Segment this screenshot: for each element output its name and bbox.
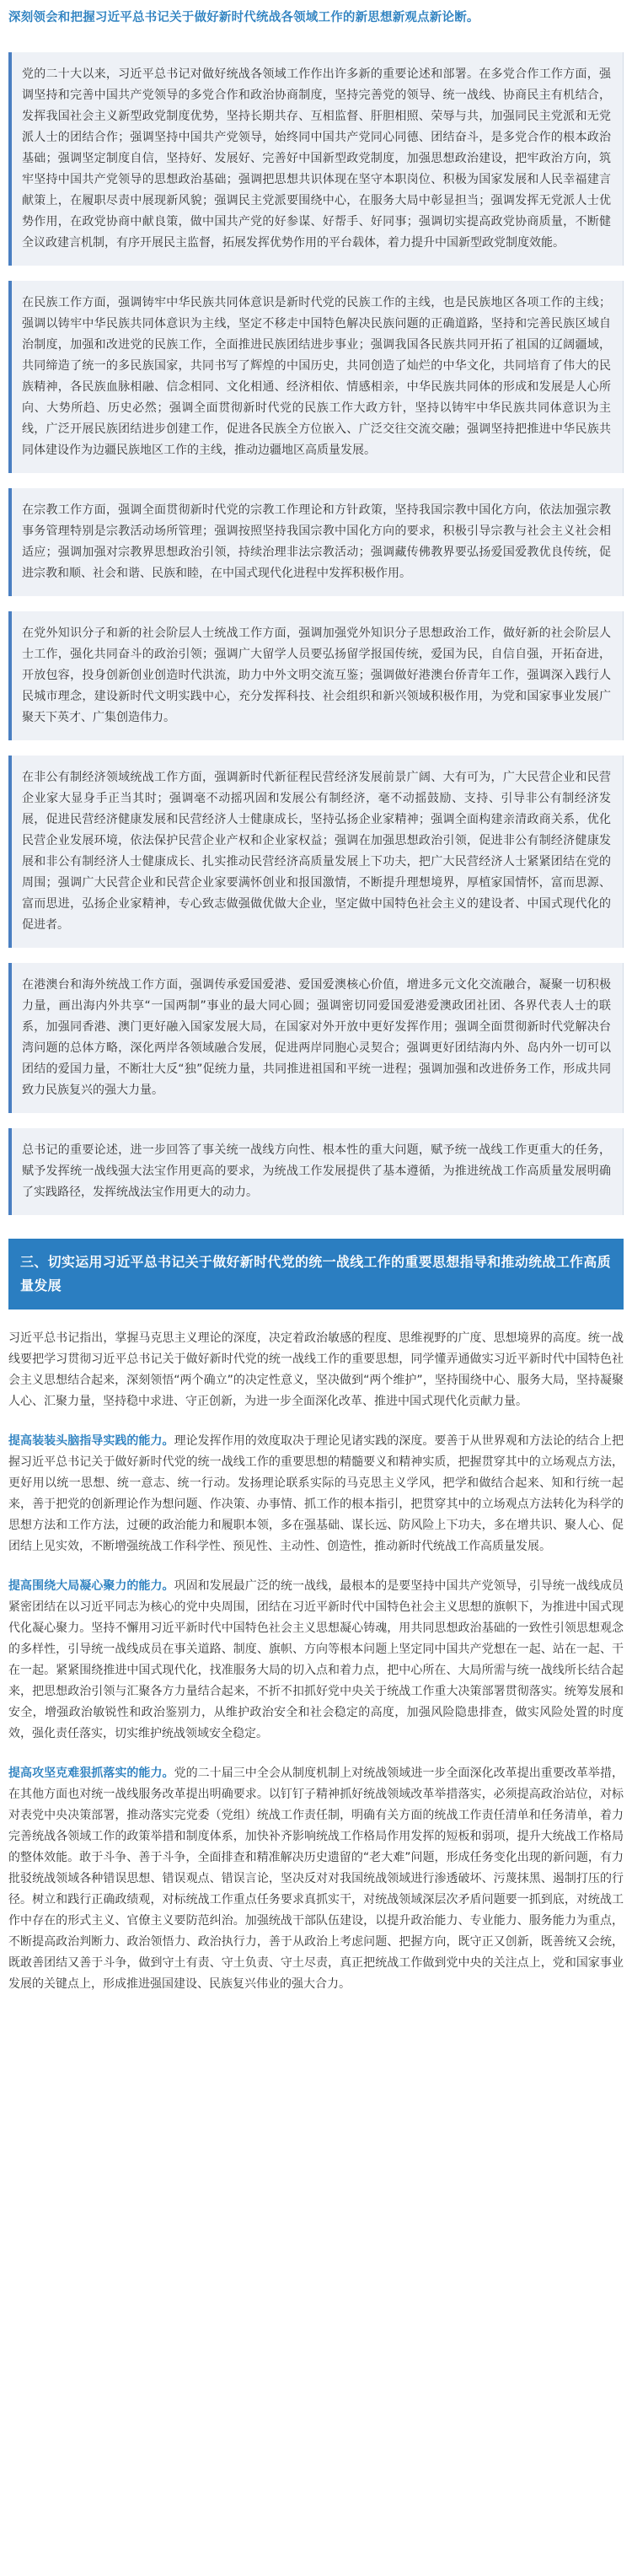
- point-heading: 提高围绕大局凝心聚力的能力。: [8, 1579, 174, 1593]
- intro-paragraph: [8, 1328, 624, 1412]
- intro-text: 习近平总书记指出，掌握马克思主义理论的深度，决定着政治敏感的程度、思维视野的广度、思想境界的高度。统一战线要把学习贯彻习近平总书记关于做好新时代党的统一战线工作的重要思想，同学懂弄通做实习近平新时代中国特色社会主义思想结合起来，深刻领悟“两个确立”的决定性意义，坚决做到“两个维护”，坚持围绕中心、服务大局，坚持凝聚人心、汇聚力量，坚持稳中求进、守正创新，为进一步全面深化改革、推进中国式现代化贡献力量。: [8, 1331, 624, 1408]
- point-body: 理论发挥作用的效度取决于理论见诸实践的深度。要善于从世界观和方法论的结合上把握习近平总书记关于做好新时代党的统一战线工作的重要思想的精髓要义和精神实质，把握贯穿其中的立场观点方法，更好用以统一思想、统一意志、统一行动。发扬理论联系实际的马克思主义学风，把学和做结合起来、知和行统一起来，善于把党的创新理论作为想问题、作决策、办事情、抓工作的根本指引，把贯穿其中的立场观点方法转化为科学的思想方法和工作方法，过硬的政治能力和履职本领，多在强基础、谋长远、防风险上下功夫，多在增共识、聚人心、促团结上见实效，不断增强统战工作科学性、预见性、主动性、创造性，推动新时代统战工作高质量发展。: [8, 1434, 624, 1553]
- section-private-economy: [8, 756, 624, 948]
- section-text: 总书记的重要论述，进一步回答了事关统一战线方向性、根本性的重大问题，赋予统一战线工作更重大的任务，赋予发挥统一战线强大法宝作用更高的要求，为统战工作发展提供了基本遵循，为推进统战工作高质量发展明确了实践路径，发挥统战法宝作用更大的动力。: [22, 1143, 611, 1199]
- lead-paragraph: 深刻领会和把握习近平总书记关于做好新时代统战各领域工作的新思想新观点新论断。: [8, 11, 479, 24]
- point-body: 党的二十届三中全会从制度机制上对统战领域进一步全面深化改革提出重要改革举措，在其他方面也对统一战线服务改革提出明确要求。以钉钉子精神抓好统战领域改革举措落实，必须提高政治站位，对标对表党中央决策部署，推动落实完党委（党组）统战工作责任制，明确有关方面的统战工作责任清单和任务清单，着力完善统战各领域工作的政策举措和制度体系，加快补齐影响统战工作格局作用发挥的短板和弱项，提升大统战工作格局的整体效能。敢于斗争、善于斗争，全面排查和精准解决历史遗留的“老大难”问题，形成任务变化出现的新问题，有力批驳统战领域各种错误思想、错误观点、错误言论，坚决反对对我国统战领域进行渗透破坏、污蔑抹黑、遏制打压的行径。树立和践行正确政绩观，对标统战工作重点任务要求真抓实干，对统战领域深层次矛盾问题要一抓到底，对统战工作中存在的形式主义、官僚主义要防范纠治。加强统战干部队伍建设，以提升政治能力、专业能力、服务能力为重点，不断提高政治判断力、政治领悟力、政治执行力，善于从政治上考虑问题、把握方向，既守正又创新，既善统又会统，既敢善团结又善于斗争，做到守土有责、守土负责、守土尽责，真正把统战工作做到党中央的关注点上，党和国家事业发展的关键点上，形成推进强国建设、民族复兴伟业的强大合力。: [8, 1767, 624, 1991]
- point-heading: 提高攻坚克难狠抓落实的能力。: [8, 1767, 174, 1780]
- section-text: 在党外知识分子和新的社会阶层人士统战工作方面，强调加强党外知识分子思想政治工作，做好新的社会阶层人士工作，强化共同奋斗的政治引领；强调广大留学人员要弘扬留学报国传统，爱国为民，自信自强，开拓奋进，开放包容，投身创新创业创造时代洪流，助力中外文明交流互鉴；强调做好港澳台侨青年工作，强调深入践行人民城市理念，建设新时代文明实践中心，充分发挥科技、社会组织和新兴领域积极作用，为党和国家事业发展广聚天下英才、广集创造伟力。: [22, 627, 611, 724]
- section-text: 党的二十大以来，习近平总书记对做好统战各领域工作作出许多新的重要论述和部署。在多党合作工作方面，强调坚持和完善中国共产党领导的多党合作和政治协商制度，坚持完善党的领导、统一战线、协商民主有机结合，发挥我国社会主义新型政党制度优势，坚持长期共存、互相监督、肝胆相照、荣辱与共，加强同民主党派和无党派人士的团结合作；强调坚持中国共产党领导，始终同中国共产党同心同德、团结奋斗，是多党合作的根本政治基础；强调坚定制度自信，坚持好、发展好、完善好中国新型政党制度，加强思想政治建设，把牢政治方向，筑牢坚持中国共产党领导的思想政治基础；强调把思想共识体现在坚守本职岗位、积极为国家发展和人民幸福建言献策上，在履职尽责中展现新风貌；强调民主党派要围绕中心，在服务大局中彰显担当；强调发挥无党派人士优势作用，在政党协商中献良策，做中国共产党的好参谋、好帮手、好同事；强调切实提高政党协商质量，不断健全议政建言机制，有序开展民主监督，拓展发挥优势作用的平台载体，着力提升中国新型政党制度效能。: [22, 67, 611, 250]
- section-text: 在民族工作方面，强调铸牢中华民族共同体意识是新时代党的民族工作的主线，也是民族地区各项工作的主线；强调以铸牢中华民族共同体意识为主线，坚定不移走中国特色解决民族问题的正确道路，坚持和完善民族区域自治制度，加强和改进党的民族工作，全面推进民族团结进步事业；强调我国各民族共同开拓了祖国的辽阔疆域，共同缔造了统一的多民族国家，共同书写了辉煌的中国历史，共同创造了灿烂的中华文化，共同培育了伟大的民族精神，各民族血脉相融、信念相同、文化相通、经济相依、情感相亲，中华民族共同体的形成和发展是人心所向、大势所趋、历史必然；强调全面贯彻新时代党的民族工作大政方针，坚持以铸牢中华民族共同体意识为主线，广泛开展民族团结进步创建工作，促进各民族全方位嵌入、广泛交往交流交融；强调坚持把推进中华民族共同体建设作为边疆民族地区工作的主线，推动边疆地区高质量发展。: [22, 296, 611, 457]
- point-implementation: [8, 1763, 624, 1995]
- point-heading: 提高装装头脑指导实践的能力。: [8, 1434, 174, 1448]
- section-text: 在非公有制经济领域统战工作方面，强调新时代新征程民营经济发展前景广阔、大有可为，广大民营企业和民营企业家大显身手正当其时；强调毫不动摇巩固和发展公有制经济，毫不动摇鼓励、支持、引导非公有制经济发展，促进民营经济健康发展和民营经济人士健康成长，坚持弘扬企业家精神；强调全面构建亲清政商关系，优化民营企业发展环境，依法保护民营企业产权和企业家权益；强调在加强思想政治引领，促进非公有制经济健康发展和非公有制经济人士健康成长、扎实推动民营经济高质量发展上下功夫，把广大民营经济人士紧紧团结在党的周围；强调广大民营企业和民营企业家要满怀创业和报国激情，不断提升理想境界，厚植家国情怀，富而思源、富而思进，弘扬企业家精神，专心致志做强做优做大企业，坚定做中国特色社会主义的建设者、中国式现代化的促进者。: [22, 771, 611, 932]
- point-theory-practice: [8, 1431, 624, 1557]
- section-multiparty: [8, 52, 624, 266]
- section-hk-macao-taiwan: [8, 963, 624, 1113]
- section-ethnic: [8, 281, 624, 473]
- point-unite-strength: [8, 1576, 624, 1745]
- section-summary: [8, 1128, 624, 1215]
- point-body: 巩固和发展最广泛的统一战线，最根本的是要坚持中国共产党领导，引导统一战线成员紧密团结在以习近平同志为核心的党中央周围，团结在习近平新时代中国特色社会主义思想的旗帜下，为推进中国式现代化凝心聚力。坚持不懈用习近平新时代中国特色社会主义思想凝心铸魂，用共同思想政治基础的一致性引领思想观念的多样性，引导统一战线成员在事关道路、制度、旗帜、方向等根本问题上坚定同中国共产党想在一起、站在一起、干在一起。紧紧围绕推进中国式现代化，找准服务大局的切入点和着力点，把中心所在、大局所需与统一战线所长结合起来，把思想政治引领与汇聚各方力量结合起来，不折不扣抓好党中央关于统战工作重大决策部署贯彻落实。统筹发展和安全，增强政治敏锐性和政治鉴别力，从维护政治安全和社会稳定的高度，加强风险隐患排查，做实风险处置的时度效，强化责任落实，切实维护统战领域安全稳定。: [8, 1579, 624, 1740]
- section-religion: [8, 488, 624, 596]
- section-intellectuals: [8, 611, 624, 740]
- section-heading-banner: 三、切实运用习近平总书记关于做好新时代党的统一战线工作的重要思想指导和推动统战工作高质量发展: [8, 1239, 624, 1310]
- section-text: 在港澳台和海外统战工作方面，强调传承爱国爱港、爱国爱澳核心价值，增进多元文化交流融合，凝聚一切积极力量，画出海内外共享“一国两制”事业的最大同心圆；强调密切同爱国爱港爱澳政团社团、各界代表人士的联系，加强同香港、澳门更好融入国家发展大局，在国家对外开放中更好发挥作用；强调全面贯彻新时代党解决台湾问题的总体方略，深化两岸各领域融合发展，促进两岸同胞心灵契合；强调更好团结海内外、岛内外一切可以团结的爱国力量，不断壮大反“独”促统力量，共同推进祖国和平统一进程；强调加强和改进侨务工作，形成共同致力民族复兴的强大力量。: [22, 978, 611, 1097]
- section-text: 在宗教工作方面，强调全面贯彻新时代党的宗教工作理论和方针政策，坚持我国宗教中国化方向，依法加强宗教事务管理特别是宗教活动场所管理；强调按照坚持我国宗教中国化方向的要求，积极引导宗教与社会主义社会相适应；强调加强对宗教界思想政治引领，持续治理非法宗教活动；强调藏传佛教界要弘扬爱国爱教优良传统，促进宗教和顺、社会和谐、民族和睦，在中国式现代化进程中发挥积极作用。: [22, 503, 611, 580]
